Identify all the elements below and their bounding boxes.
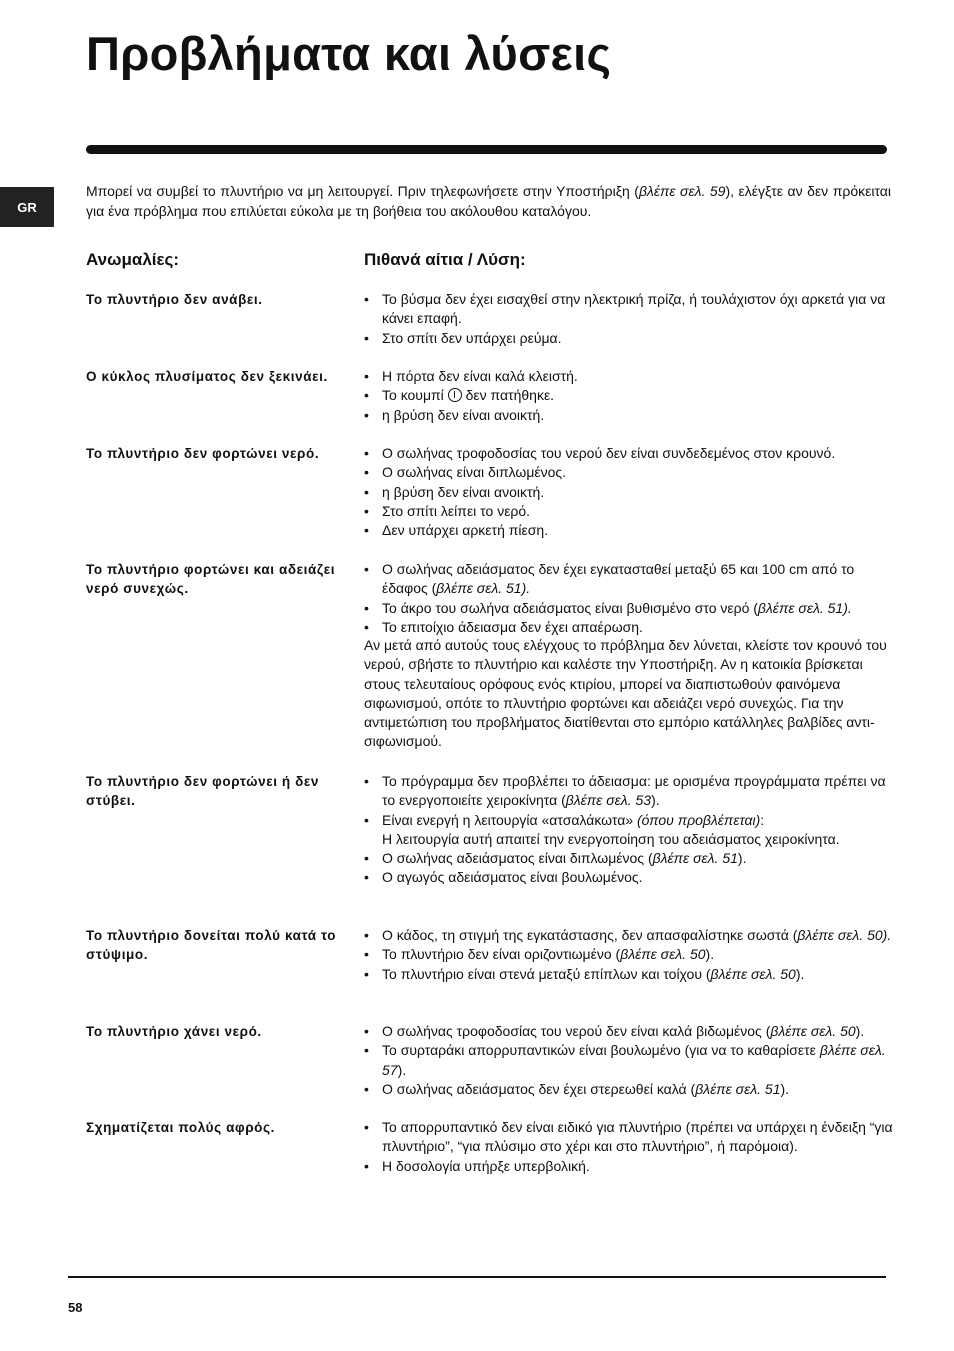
problem-label: Το πλυντήριο χάνει νερό. <box>86 1024 262 1039</box>
solution-list <box>364 290 894 348</box>
solution-item <box>364 1157 894 1176</box>
page-number: 58 <box>68 1300 83 1315</box>
solution-text: Η πόρτα δεν είναι καλά κλειστή. <box>382 368 578 384</box>
solution-text: Το επιτοίχιο άδειασμα δεν έχει απαέρωση. <box>382 618 643 635</box>
page-reference: βλέπε σελ. 51). <box>436 580 531 597</box>
bullet-icon: • <box>364 406 369 423</box>
page-reference: βλέπε σελ. 51 <box>652 850 738 867</box>
solution-text: Ο σωλήνας αδειάσματος είναι διπλωμένος ( <box>382 850 653 867</box>
solution-text: Ο σωλήνας τροφοδοσίας του νερού δεν είναι συνδεδεμένος στον κρουνό. <box>382 445 836 461</box>
page-reference: βλέπε σελ. 53 <box>565 792 652 809</box>
solution-text: Ο κάδος, τη στιγμή της εγκατάστασης, δεν απασφαλίστηκε σωστά ( <box>382 927 798 943</box>
solution-text: Ο σωλήνας αδειάσματος δεν έχει εγκατασταθεί μεταξύ 65 και 100 cm από το έδαφος ( <box>382 561 855 597</box>
solution-list <box>364 367 894 425</box>
bullet-icon: • <box>364 502 369 519</box>
solution-item <box>364 926 894 945</box>
solution-item <box>364 386 894 405</box>
page-reference: βλέπε σελ. 51). <box>757 599 852 616</box>
bullet-icon: • <box>364 522 369 539</box>
bullet-icon: • <box>364 927 369 943</box>
solution-list <box>364 444 894 540</box>
solution-item <box>364 945 894 964</box>
solution-item <box>364 444 894 463</box>
solution-text: Το πλυντήριο είναι στενά μεταξύ επίπλων και τοίχου ( <box>382 965 711 982</box>
solution-item <box>364 811 894 850</box>
problems-column-heading: Ανωμαλίες: <box>86 250 180 269</box>
solution-list <box>364 1022 894 1099</box>
solution-item <box>364 560 894 599</box>
solution-item <box>364 502 894 521</box>
page-reference: βλέπε σελ. 50 <box>770 1023 856 1039</box>
solution-item <box>364 1118 894 1157</box>
solution-text-end: ). <box>855 1023 865 1039</box>
page-reference: βλέπε σελ. 50). <box>797 927 892 943</box>
power-icon <box>448 388 462 402</box>
bullet-icon: • <box>364 445 369 461</box>
solution-text: Η δοσολογία υπήρξε υπερβολική. <box>382 1157 590 1174</box>
problem-label: Ο κύκλος πλυσίματος δεν ξεκινάει. <box>86 369 328 384</box>
solutions-column-heading: Πιθανά αίτια / Λύση: <box>364 250 526 269</box>
solution-item <box>364 868 894 887</box>
bullet-icon: • <box>364 329 369 346</box>
solution-text: Το βύσμα δεν έχει εισαχθεί στην ηλεκτρική πρίζα, ή τουλάχιστον όχι αρκετά για να κάνει επαφή. <box>382 291 886 327</box>
bullet-icon: • <box>364 946 369 963</box>
solution-text-end: δεν πατήθηκε. <box>461 387 555 404</box>
page-reference: βλέπε σελ. 50 <box>710 965 796 982</box>
solution-text: Το πλυντήριο δεν είναι οριζοντιωμένο ( <box>382 946 621 963</box>
solution-item <box>364 772 894 811</box>
bullet-icon: • <box>364 1042 369 1059</box>
bullet-icon: • <box>364 464 369 481</box>
solution-list <box>364 560 894 637</box>
solution-item <box>364 965 894 984</box>
solution-item <box>364 1022 894 1041</box>
problem-label: Σχηματίζεται πολύς αφρός. <box>86 1120 275 1135</box>
bullet-icon: • <box>364 561 369 577</box>
intro-page-ref: βλέπε σελ. 59 <box>638 183 726 199</box>
footer-rule <box>68 1276 886 1278</box>
solution-item <box>364 290 894 329</box>
solution-list <box>364 1118 894 1176</box>
bullet-icon: • <box>364 850 369 867</box>
solution-list <box>364 926 894 984</box>
solution-text: Δεν υπάρχει αρκετή πίεση. <box>382 522 549 539</box>
solution-text: Το κουμπί <box>382 387 448 404</box>
page-title: Προβλήματα και λύσεις <box>86 27 612 80</box>
additional-note: Αν μετά από αυτούς τους ελέγχους το πρόβλημα δεν λύνεται, κλείστε τον κρουνό του νερού, σβήστε το πλυντήριο και καλέστε την Υποστήριξη. Αν η κατοικία βρίσκεται στους τελευταίους ορόφους ενός κτιρίου, μπορεί να διαπιστωθούν φαινόμενα σιφωνισμού, οπότε το πλυντήριο φορτώνει και αδειάζει νερό συνεχώς. Για την αντιμετώπιση του προβλήματος διατίθενται στο εμπόριο κατάλληλες βαλβίδες αντι-σιφωνισμού. <box>364 637 887 750</box>
bullet-icon: • <box>364 1080 369 1097</box>
solution-text: Ο αγωγός αδειάσματος είναι βουλωμένος. <box>382 869 643 886</box>
solution-text-end: ). <box>651 792 660 809</box>
page-reference: βλέπε σελ. 50 <box>620 946 706 963</box>
solution-item <box>364 406 894 425</box>
bullet-icon: • <box>364 1157 369 1174</box>
solution-item <box>364 849 894 868</box>
problem-label: Το πλυντήριο δεν φορτώνει ή δεν στύβει. <box>86 774 320 809</box>
solution-item <box>364 483 894 502</box>
solution-text: Το συρταράκι απορρυπαντικών είναι βουλωμένο (για να το καθαρίσετε <box>382 1042 820 1059</box>
solution-list <box>364 772 894 888</box>
intro-text-2: ), ελέγξτε αν δεν πρόκειται για ένα πρόβλημα που επιλύεται εύκολα με τη βοήθεια του ακόλουθου καταλόγου. <box>86 183 891 219</box>
bullet-icon: • <box>364 483 369 500</box>
solution-text-end: : <box>760 811 765 828</box>
solution-text: Στο σπίτι δεν υπάρχει ρεύμα. <box>382 329 562 346</box>
solution-item <box>364 599 894 618</box>
intro-paragraph <box>86 181 891 221</box>
solution-text: η βρύση δεν είναι ανοικτή. <box>382 406 545 423</box>
solution-item <box>364 521 894 540</box>
bullet-icon: • <box>364 773 369 789</box>
solution-text: Το απορρυπαντικό δεν είναι ειδικό για πλυντήριο (πρέπει να υπάρχει η ένδειξη “για πλυντήριο”, “για πλύσιμο στο χέρι και στο πλυντήριο”, ή παρόμοια). <box>382 1119 893 1155</box>
solution-note: Η λειτουργία αυτή απαιτεί την ενεργοποίηση του αδειάσματος χειροκίνητα. <box>382 830 840 847</box>
bullet-icon: • <box>364 599 369 616</box>
solution-text: Ο σωλήνας τροφοδοσίας του νερού δεν είναι καλά βιδωμένος ( <box>382 1023 771 1039</box>
language-tab: GR <box>0 187 54 227</box>
solution-text-end: ). <box>737 850 747 867</box>
solution-text: Το άκρο του σωλήνα αδειάσματος είναι βυθισμένο στο νερό ( <box>382 599 758 616</box>
solution-text-end: ). <box>397 1061 407 1078</box>
title-underline <box>86 145 887 154</box>
page-reference: (όπου προβλέπεται) <box>637 811 761 828</box>
solution-text-end: ). <box>795 965 805 982</box>
bullet-icon: • <box>364 291 369 307</box>
page-reference: βλέπε σελ. 51 <box>695 1080 781 1097</box>
bullet-icon: • <box>364 618 369 635</box>
bullet-icon: • <box>364 368 369 384</box>
problem-label: Το πλυντήριο δεν φορτώνει νερό. <box>86 446 320 461</box>
problem-label: Το πλυντήριο φορτώνει και αδειάζει νερό συνεχώς. <box>86 562 336 597</box>
intro-text-1: Μπορεί να συμβεί το πλυντήριο να μη λειτουργεί. Πριν τηλεφωνήσετε στην Υποστήριξη ( <box>86 183 639 199</box>
bullet-icon: • <box>364 811 369 828</box>
solution-item <box>364 618 894 637</box>
bullet-icon: • <box>364 1023 369 1039</box>
bullet-icon: • <box>364 387 369 404</box>
solution-item <box>364 1041 894 1080</box>
solution-text: Ο σωλήνας είναι διπλωμένος. <box>382 464 567 481</box>
solution-text: η βρύση δεν είναι ανοικτή. <box>382 483 545 500</box>
bullet-icon: • <box>364 869 369 886</box>
solution-item <box>364 463 894 482</box>
bullet-icon: • <box>364 965 369 982</box>
solution-text: Είναι ενεργή η λειτουργία «ατσαλάκωτα» <box>382 811 638 828</box>
solution-item <box>364 367 894 386</box>
solution-item <box>364 329 894 348</box>
bullet-icon: • <box>364 1119 369 1135</box>
problem-label: Το πλυντήριο δονείται πολύ κατά το στύψιμο. <box>86 928 337 963</box>
solution-text: Ο σωλήνας αδειάσματος δεν έχει στερεωθεί καλά ( <box>382 1080 696 1097</box>
page-reference: βλέπε σελ. 57 <box>382 1042 886 1078</box>
solution-text: Στο σπίτι λείπει το νερό. <box>382 502 531 519</box>
solution-item <box>364 1080 894 1099</box>
solution-text-end: ). <box>705 946 715 963</box>
problem-label: Το πλυντήριο δεν ανάβει. <box>86 292 263 307</box>
solution-text-end: ). <box>780 1080 790 1097</box>
solution-text: Το πρόγραμμα δεν προβλέπει το άδειασμα: με ορισμένα προγράμματα πρέπει να το ενεργοποιείτε χειροκίνητα ( <box>382 773 886 809</box>
